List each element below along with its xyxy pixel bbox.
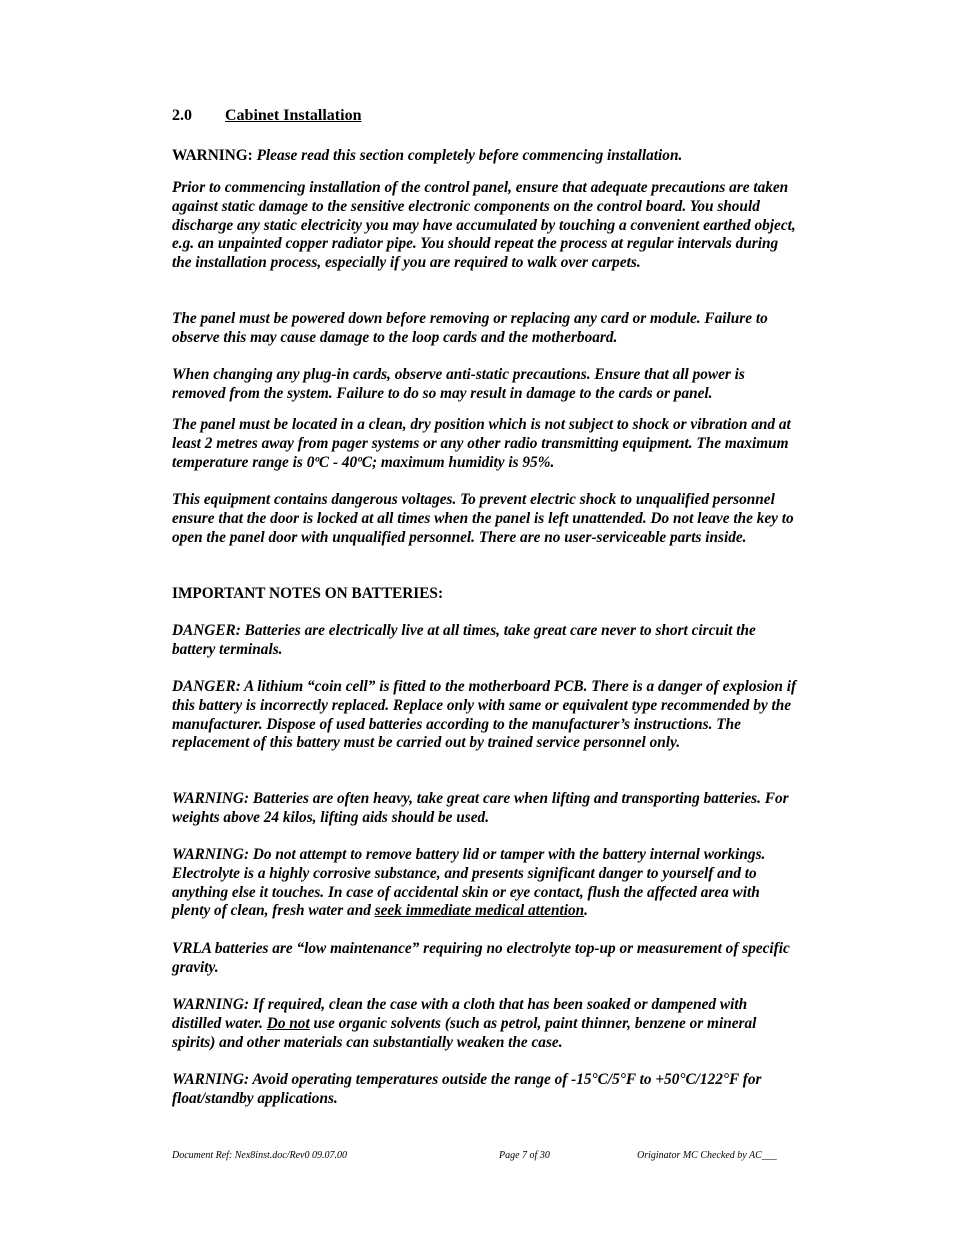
- warning-lid-end: .: [584, 902, 588, 920]
- power-down-paragraph: The panel must be powered down before removing or replacing any card or module. Failure to observe this may cause damage to the loop cards and the motherboard.: [172, 310, 768, 346]
- plugin-cards-paragraph: When changing any plug-in cards, observe anti-static precautions. Ensure that all power is removed from the system. Failure to do so may result in damage to the cards or panel.: [172, 366, 745, 402]
- dangerous-voltage-paragraph: This equipment contains dangerous voltages. To prevent electric shock to unqualified personnel ensure that the door is locked at all times when the panel is left unattended. Do not leave the key to open the panel door with unqualified personnel. There are no user-serviceable parts inside.: [172, 491, 794, 546]
- warning-intro-text: Please read this section completely before commencing installation.: [256, 147, 683, 164]
- warning-label: WARNING:: [172, 147, 257, 164]
- static-precaution-paragraph: Prior to commencing installation of the control panel, ensure that adequate precautions are taken against static damage to the sensitive electronic components on the control board. You should discharge any static electricity you may have accumulated by touching a convenient earthed object, e.g. an unpainted copper radiator pipe. You should repeat the process at regular intervals during the installation process, especially if you are required to walk over carpets.: [172, 179, 796, 272]
- warning-temperature-paragraph: WARNING: Avoid operating temperatures outside the range of -15°C/5°F to +50°C/122°F for float/standby applications.: [172, 1071, 762, 1107]
- section-number: 2.0: [172, 107, 192, 124]
- warning-lid-paragraph: [172, 846, 798, 921]
- section-heading: [172, 107, 361, 126]
- medical-attention-emphasis: seek immediate medical attention: [374, 902, 585, 920]
- danger-lithium-paragraph: DANGER: A lithium “coin cell” is fitted to the motherboard PCB. There is a danger of explosion if this battery is incorrectly replaced. Replace only with same or equivalent type recommended by the manufacturer. Dispose of used batteries according to the manufacturer’s instructions. The replacement of this battery must be carried out by trained service personnel only.: [172, 678, 797, 752]
- footer-page-number: Page 7 of 30: [499, 1150, 550, 1161]
- warning-clean-start: WARNING: If required, clean the case with a cloth that has been soaked or dampened with distilled water.: [172, 996, 748, 1032]
- warning-intro: [172, 147, 798, 166]
- warning-heavy-paragraph: WARNING: Batteries are often heavy, take great care when lifting and transporting batteries. For weights above 24 kilos, lifting aids should be used.: [172, 790, 789, 826]
- section-title: Cabinet Installation: [225, 107, 362, 124]
- warning-lid-text: WARNING: Do not attempt to remove battery lid or tamper with the battery internal workings. Electrolyte is a highly corrosive substance, and presents significant danger to yourself and to anything else it touches. In case of accidental skin or eye contact, flush the affected area with plenty of clean, fresh water and: [172, 846, 766, 920]
- vrla-paragraph: VRLA batteries are “low maintenance” requiring no electrolyte top-up or measurement of specific gravity.: [172, 940, 790, 976]
- location-paragraph: The panel must be located in a clean, dry position which is not subject to shock or vibration and at least 2 metres away from pager systems or any other radio transmitting equipment. The maximum temperature range is 0ºC - 40ºC; maximum humidity is 95%.: [172, 416, 791, 471]
- warning-clean-end: use organic solvents (such as petrol, paint thinner, benzene or mineral spirits) and other materials can substantially weaken the case.: [172, 1014, 757, 1051]
- footer-document-ref: Document Ref: Nex8inst.doc/Rev0 09.07.00: [172, 1150, 347, 1161]
- warning-clean-paragraph: [172, 996, 798, 1052]
- do-not-emphasis: Do not: [266, 1014, 310, 1032]
- danger-live-paragraph: DANGER: Batteries are electrically live at all times, take great care never to short circuit the battery terminals.: [172, 622, 756, 658]
- batteries-heading: IMPORTANT NOTES ON BATTERIES:: [172, 585, 444, 602]
- footer-originator: Originator MC Checked by AC___: [637, 1150, 777, 1161]
